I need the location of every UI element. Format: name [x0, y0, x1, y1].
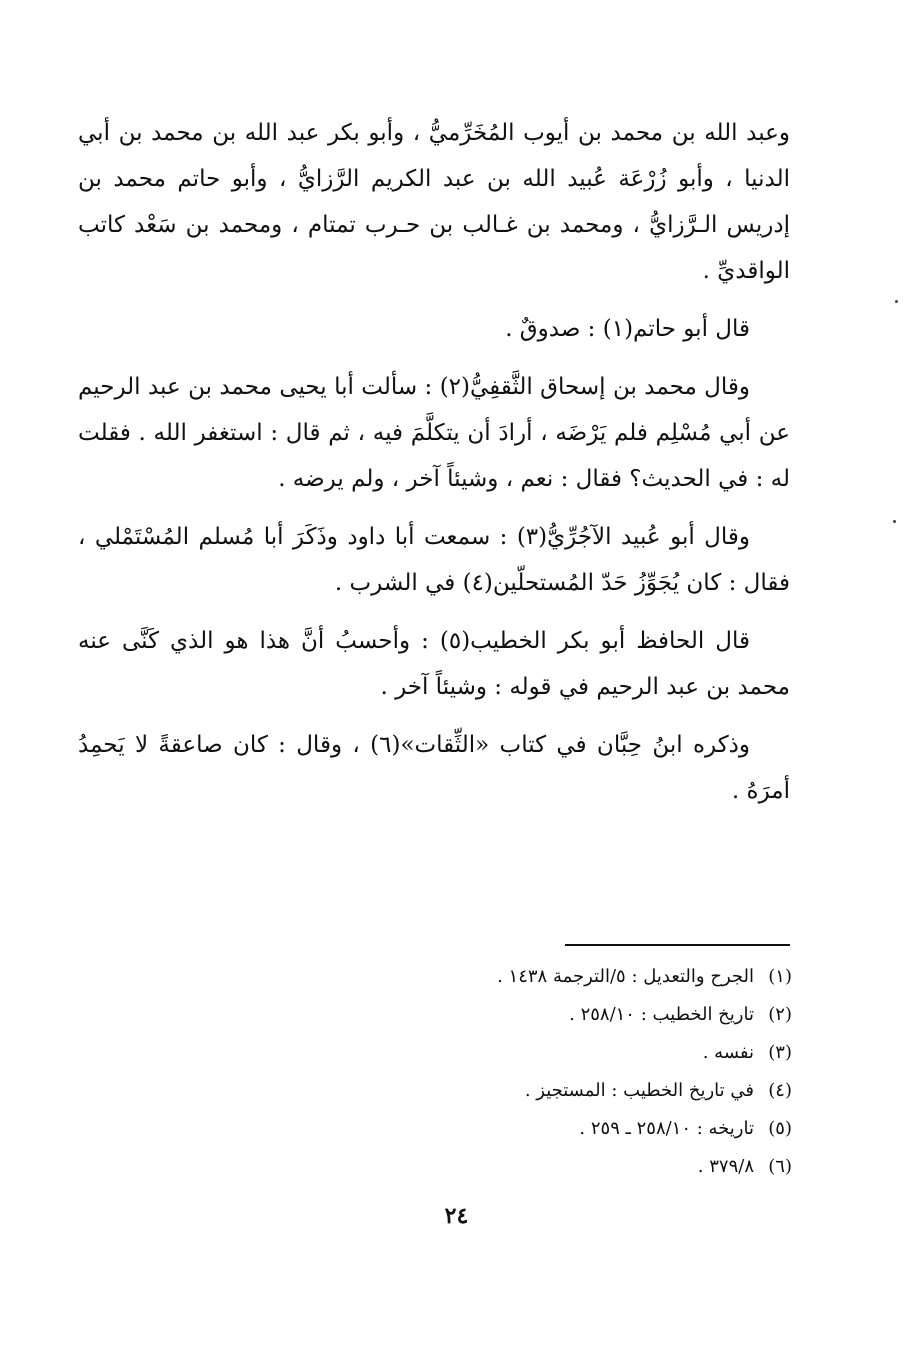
footnotes: [300, 958, 792, 1186]
paragraph: قال الحافظ أبو بكر الخطيب(٥) : وأحسبُ أنَّ هذا هو الذي كَنَّى عنه محمد بن عبد الرحيم في قوله : وشيئاً آخر .: [78, 628, 790, 700]
footnote-number: (٥): [768, 1118, 792, 1139]
footnote-text: في تاريخ الخطيب : المستجيز .: [524, 1080, 754, 1101]
footnote: [300, 958, 792, 996]
footnote-text: ٣٧٩/٨ .: [697, 1156, 754, 1177]
paragraph: وقال محمد بن إسحاق الثَّقفِيُّ(٢) : سألت أبا يحيى محمد بن عبد الرحيم عن أبي مُسْلِم فلم يَرْضَه ، أرادَ أن يتكلَّمَ فيه ، ثم قال : استغفر الله . فقلت له : في الحديث؟ فقال : نعم ، وشيئاً آخر ، ولم يرضه .: [78, 374, 790, 492]
footnote-number: (٣): [768, 1042, 792, 1063]
footnote-text: تاريخ الخطيب : ٢٥٨/١٠ .: [569, 1004, 754, 1025]
footnote: [300, 1034, 792, 1072]
page-number: ٢٤: [444, 1203, 469, 1229]
footnote-number: (٤): [768, 1080, 792, 1101]
footnote-text: تاريخه : ٢٥٨/١٠ ـ ٢٥٩ .: [579, 1118, 754, 1139]
footnote-number: (٦): [768, 1156, 792, 1177]
footnote-text: الجرح والتعديل : ٥/الترجمة ١٤٣٨ .: [497, 966, 754, 987]
footnote-number: (٢): [768, 1004, 792, 1025]
paragraph: قال أبو حاتم(١) : صدوقٌ .: [505, 316, 750, 342]
footnote-text: نفسه .: [702, 1042, 754, 1063]
paragraph: وذكره ابنُ حِبَّان في كتاب «الثِّقات»(٦) ، وقال : كان صاعقةً لا يَحمِدُ أمرَهُ .: [78, 732, 790, 804]
main-text: [78, 110, 790, 826]
paragraph: وقال أبو عُبيد الآجُرِّيُّ(٣) : سمعت أبا داود وذَكَرَ أبا مُسلم المُسْتَمْلي ، فقال : كان يُجَوِّزُ حَدّ المُستحلّين(٤) في الشرب .: [78, 524, 790, 596]
paragraph: وعبد الله بن محمد بن أيوب المُخَرِّميُّ ، وأبو بكر عبد الله بن محمد بن أبي الدنيا ، وأبو زُرْعَة عُبيد الله بن عبد الكريم الرَّزايُّ ، وأبو حاتم محمد بن إدريس الـرَّزايُّ ، ومحمد بن غـالب بن حـرب تمتام ، ومحمد بن سَعْد كاتب الواقديِّ .: [78, 120, 790, 284]
footnote: [300, 1072, 792, 1110]
scan-speck: [893, 520, 896, 523]
footnote-number: (١): [768, 966, 792, 987]
footnote: [300, 1110, 792, 1148]
footnote-separator: [565, 944, 790, 946]
footnote: [300, 996, 792, 1034]
scan-speck: [895, 300, 898, 303]
footnote: [300, 1148, 792, 1186]
